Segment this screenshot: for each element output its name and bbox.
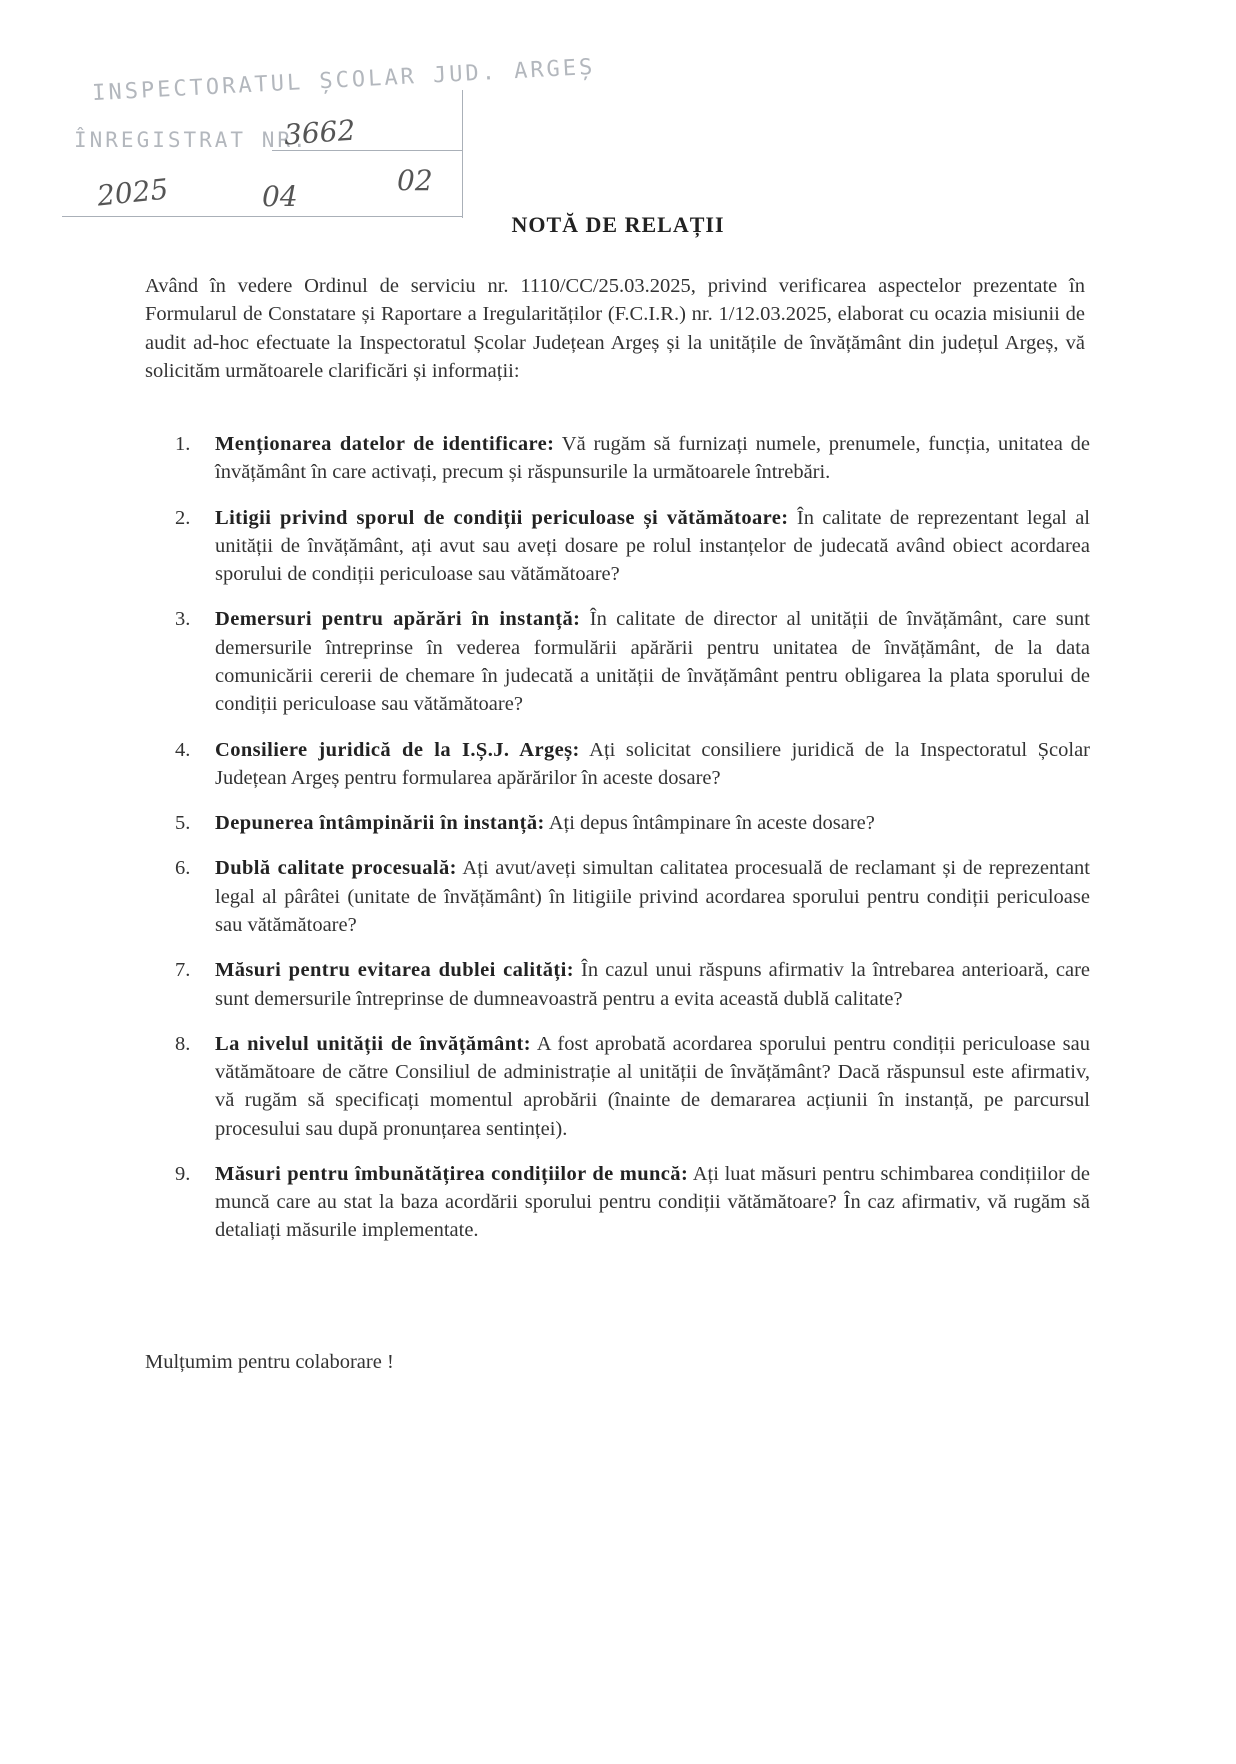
list-item bbox=[145, 1030, 1090, 1143]
item-heading: La nivelul unității de învățământ: bbox=[215, 1032, 531, 1055]
item-number: 3. bbox=[175, 608, 191, 631]
item-heading: Măsuri pentru evitarea dublei calități: bbox=[215, 959, 574, 982]
stamp-year: 2025 bbox=[95, 172, 170, 213]
item-text: Ați luat măsuri pentru schimbarea condițiilor de muncă care au stat la baza acordării sporului pentru condiții vătămătoare? În caz afirmativ, vă rugăm să detaliați măsurile implementate. bbox=[215, 1162, 1090, 1242]
stamp-registered-label: ÎNREGISTRAT NR. bbox=[74, 128, 309, 152]
item-number: 7. bbox=[175, 959, 191, 982]
item-text: Ați solicitat consiliere juridică de la Inspectoratul Școlar Județean Argeș pentru formularea apărărilor în aceste dosare? bbox=[215, 738, 1090, 789]
list-item bbox=[145, 430, 1090, 487]
item-heading: Litigii privind sporul de condiții periculoase și vătămătoare: bbox=[215, 506, 789, 529]
item-text: A fost aprobată acordarea sporului pentru condiții periculoase sau vătămătoare de către Consiliul de administrație al unității de învățământ? Dacă răspunsul este afirmativ, vă rugăm să specificați momentul aprobării (înainte de demararea acțiunii în instanță, pe parcursul procesului sau după pronunțarea sentinței). bbox=[215, 1032, 1091, 1140]
item-text: Ați avut/aveți simultan calitatea procesuală de reclamant și de reprezentant legal al pârâtei (unitate de învățământ) în litigiile privind acordarea sporului pentru condiții periculoase sau vătămătoare? bbox=[215, 857, 1090, 936]
stamp-institution: INSPECTORATUL ȘCOLAR JUD. ARGEȘ bbox=[91, 54, 596, 107]
item-number: 8. bbox=[175, 1032, 191, 1055]
stamp-day: 02 bbox=[397, 164, 433, 197]
item-text: Ați depus întâmpinare în aceste dosare? bbox=[544, 812, 875, 835]
list-item bbox=[145, 956, 1090, 1013]
question-list bbox=[145, 430, 1090, 1262]
item-heading: Demersuri pentru apărări în instanță: bbox=[215, 608, 581, 631]
document-title: NOTĂ DE RELAȚII bbox=[511, 212, 725, 237]
stamp-border bbox=[462, 90, 463, 218]
closing-line: Mulțumim pentru colaborare ! bbox=[145, 1351, 394, 1373]
item-text: În cazul unui răspuns afirmativ la întrebarea anterioară, care sunt demersurile întreprinse de dumneavoastră pentru a evita această dublă calitate? bbox=[215, 959, 1090, 1010]
item-number: 5. bbox=[175, 812, 191, 835]
item-number: 9. bbox=[175, 1162, 191, 1185]
item-heading: Consiliere juridică de la I.Ș.J. Argeș: bbox=[215, 738, 580, 761]
intro-paragraph: Având în vedere Ordinul de serviciu nr. 1110/CC/25.03.2025, privind verificarea aspectelor prezentate în Formularul de Constatare și Raportare a Iregularităților (F.C.I.R.) nr. 1/12.03.2025, elaborat cu ocazia misiunii de audit ad-hoc efectuate la Inspectoratul Școlar Județean Argeș și la unitățile de învățământ din județul Argeș, vă solicităm următoarele clarificări și informații: bbox=[145, 275, 1085, 382]
list-item bbox=[145, 736, 1090, 793]
item-number: 4. bbox=[175, 738, 191, 761]
stamp-month: 04 bbox=[262, 180, 298, 213]
item-heading: Dublă calitate procesuală: bbox=[215, 857, 457, 880]
item-text: Vă rugăm să furnizați numele, prenumele, funcția, unitatea de învățământ în care activați, precum și răspunsurile la următoarele întrebări. bbox=[215, 433, 1090, 484]
item-number: 6. bbox=[175, 857, 191, 880]
item-text: În calitate de director al unității de învățământ, care sunt demersurile întreprinse în vederea formulării apărării pentru unitatea de învățământ, de la data comunicării cererii de chemare în judecată a unității de învățământ pentru obligarea la plata sporului de condiții periculoase sau vătămătoare? bbox=[215, 608, 1090, 716]
item-number: 1. bbox=[175, 433, 191, 455]
list-item bbox=[145, 1160, 1090, 1245]
registration-stamp bbox=[62, 40, 596, 220]
item-text: În calitate de reprezentant legal al unității de învățământ, ați avut sau aveți dosare pe rolul instanțelor de judecată având obiect acordarea sporului de condiții periculoase sau vătămătoare? bbox=[215, 506, 1090, 586]
item-heading: Depunerea întâmpinării în instanță: bbox=[215, 812, 545, 835]
stamp-number: 3662 bbox=[282, 113, 357, 152]
item-heading: Menționarea datelor de identificare: bbox=[215, 433, 555, 455]
list-item bbox=[145, 504, 1090, 589]
list-item bbox=[145, 854, 1090, 939]
list-item bbox=[145, 605, 1090, 718]
list-item bbox=[145, 809, 1090, 837]
item-heading: Măsuri pentru îmbunătățirea condițiilor de muncă: bbox=[215, 1162, 689, 1185]
item-number: 2. bbox=[175, 506, 191, 529]
